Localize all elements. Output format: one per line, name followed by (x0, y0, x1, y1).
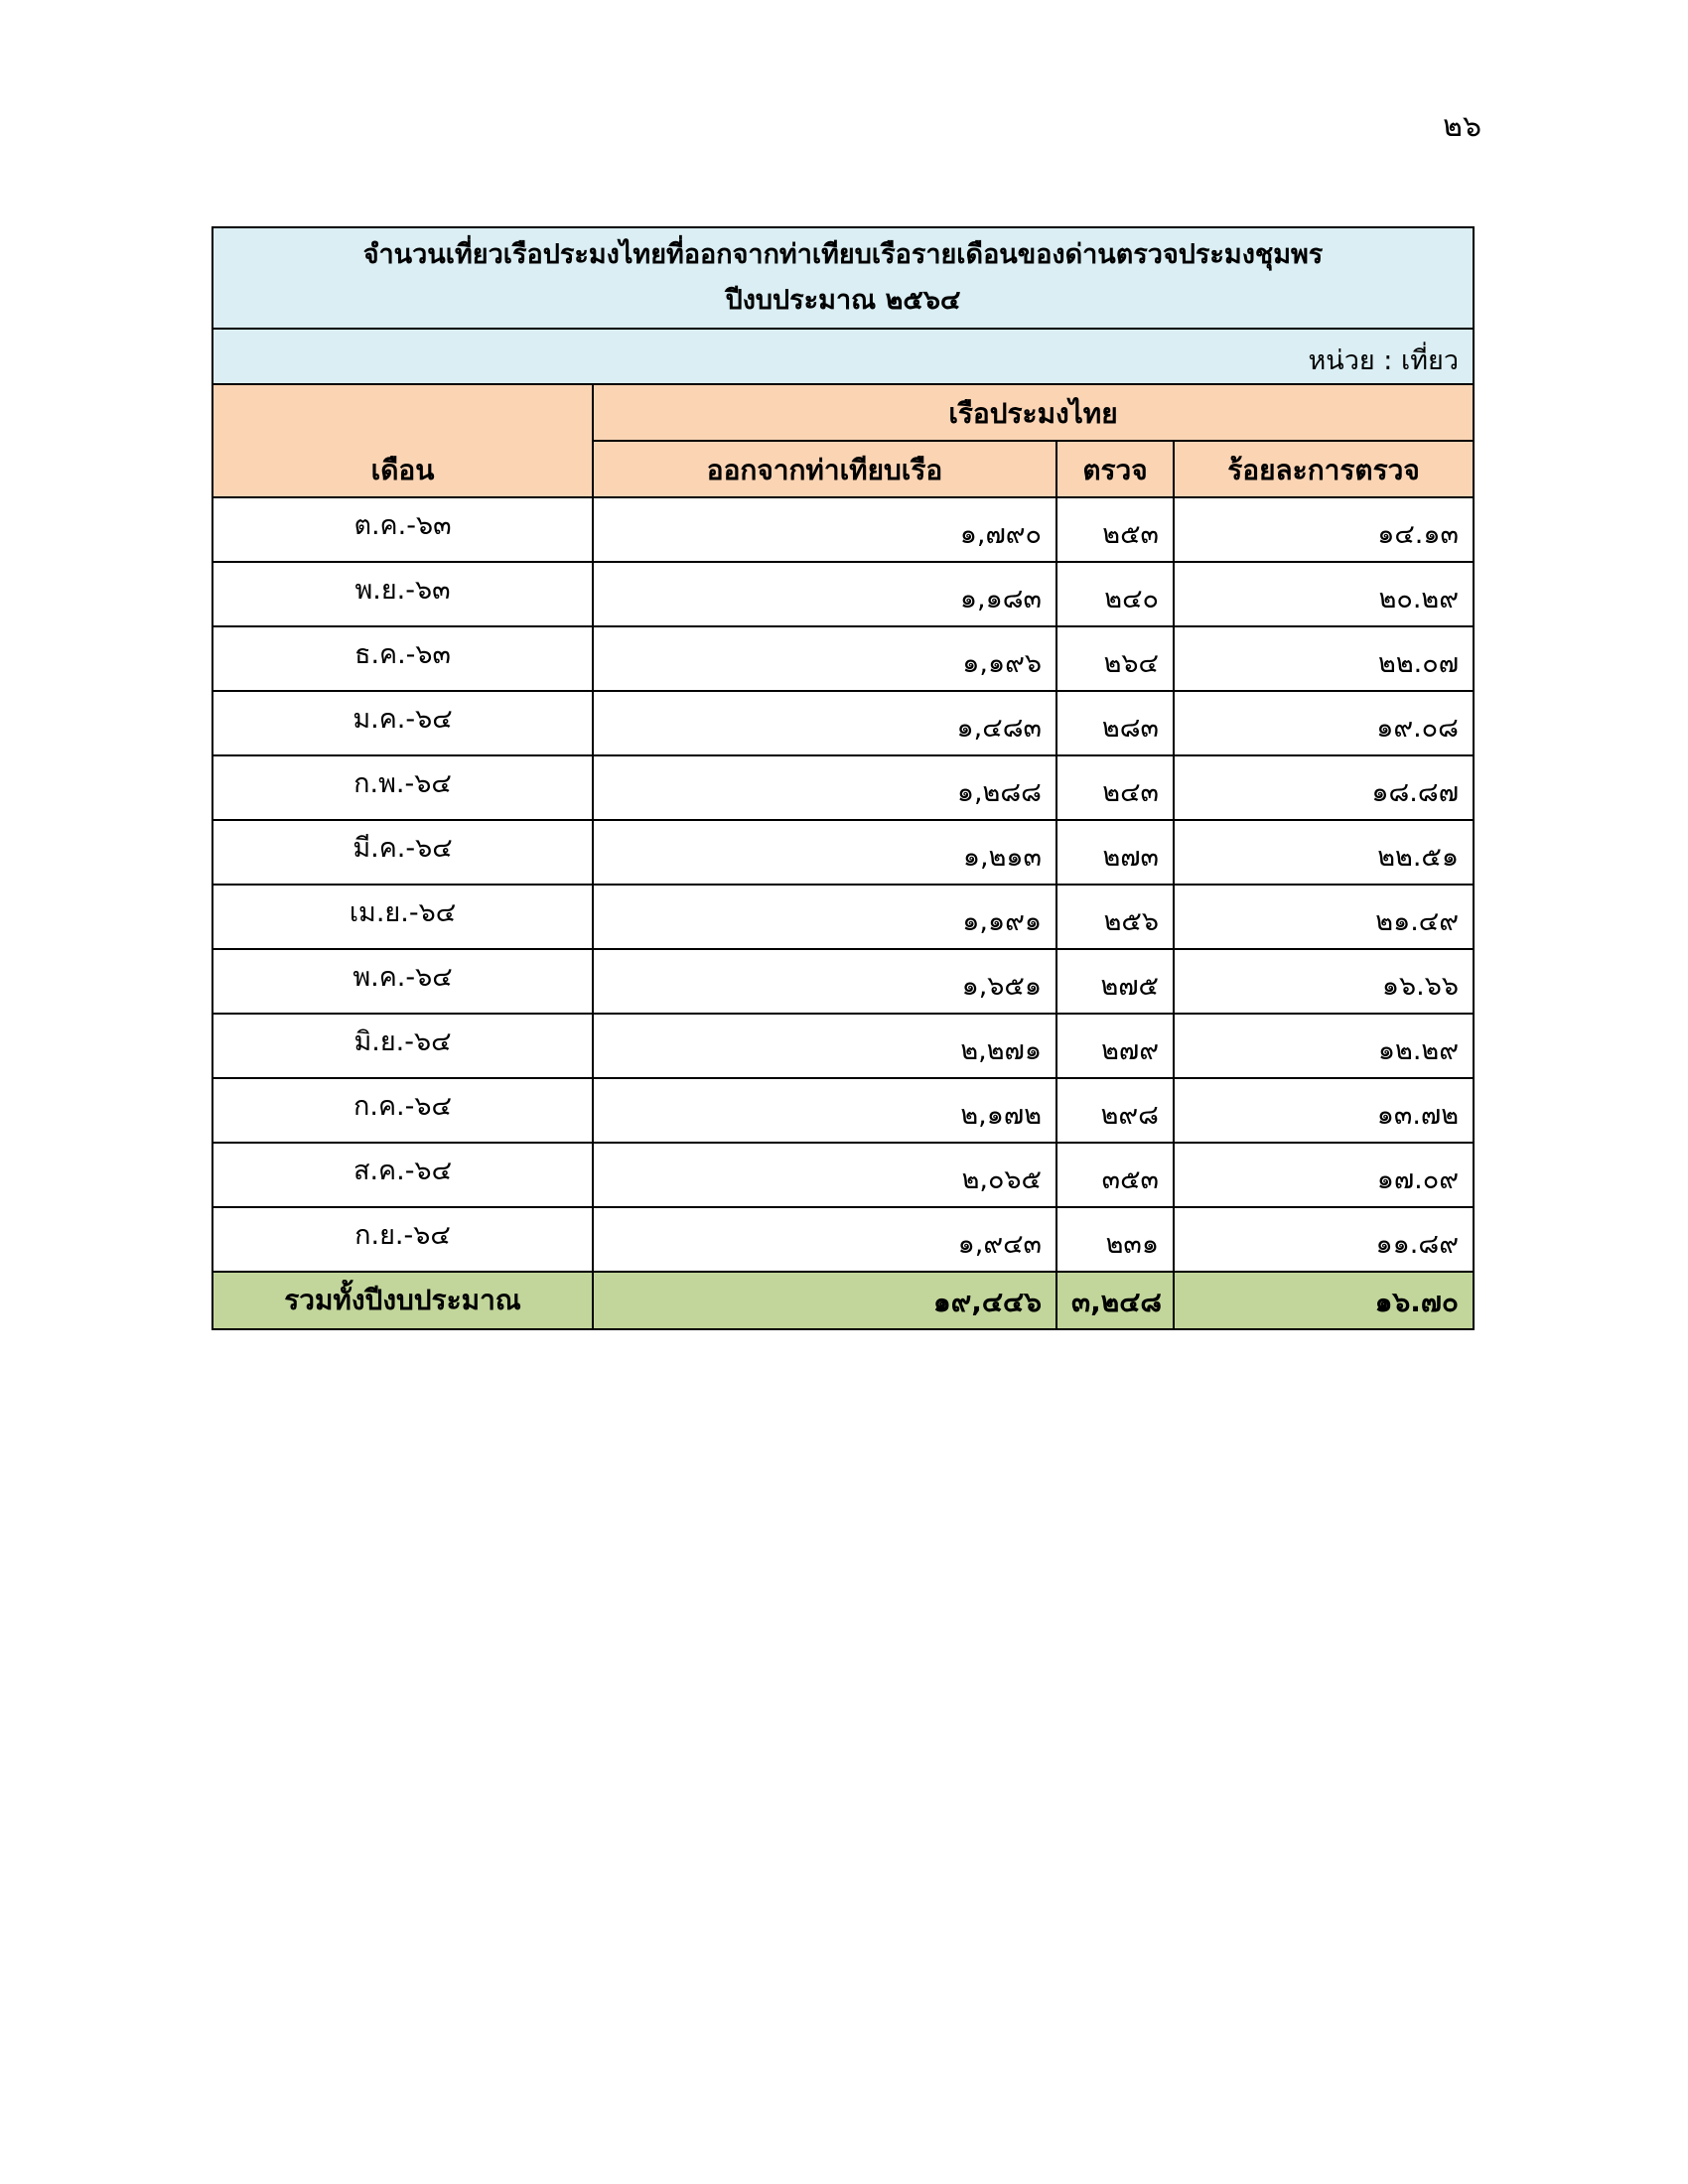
row-departures: ๑,๑๘๓ (593, 562, 1056, 626)
header-inspection-percent: ร้อยละการตรวจ (1174, 441, 1474, 497)
table-row (212, 1014, 1474, 1078)
row-inspected: ๒๔๓ (1056, 755, 1174, 820)
row-departures: ๑,๗๙๐ (593, 497, 1056, 562)
row-departures: ๒,๑๗๒ (593, 1078, 1056, 1143)
row-departures: ๑,๙๔๓ (593, 1207, 1056, 1272)
row-inspected: ๒๔๐ (1056, 562, 1174, 626)
table-row (212, 755, 1474, 820)
table-row (212, 691, 1474, 755)
row-inspection-percent: ๑๓.๗๒ (1174, 1078, 1474, 1143)
row-inspection-percent: ๑๑.๘๙ (1174, 1207, 1474, 1272)
total-label: รวมทั้งปีงบประมาณ (212, 1272, 593, 1329)
row-month: ส.ค.-๖๔ (212, 1143, 593, 1207)
row-departures: ๑,๑๙๑ (593, 885, 1056, 949)
row-month: ก.ค.-๖๔ (212, 1078, 593, 1143)
row-inspected: ๒๗๙ (1056, 1014, 1174, 1078)
table-title-line-2: ปีงบประมาณ ๒๕๖๔ (725, 285, 961, 316)
unit-label: หน่วย : เที่ยว (212, 329, 1474, 384)
row-inspection-percent: ๑๖.๖๖ (1174, 949, 1474, 1014)
row-month: มี.ค.-๖๔ (212, 820, 593, 885)
row-inspected: ๒๓๑ (1056, 1207, 1174, 1272)
table-row (212, 1207, 1474, 1272)
row-month: มิ.ย.-๖๔ (212, 1014, 593, 1078)
row-departures: ๑,๒๘๘ (593, 755, 1056, 820)
table-row (212, 885, 1474, 949)
row-departures: ๑,๖๕๑ (593, 949, 1056, 1014)
total-row (212, 1272, 1474, 1329)
row-inspected: ๒๙๘ (1056, 1078, 1174, 1143)
row-inspection-percent: ๒๑.๔๙ (1174, 885, 1474, 949)
row-inspected: ๒๕๖ (1056, 885, 1174, 949)
row-month: ม.ค.-๖๔ (212, 691, 593, 755)
row-inspected: ๒๘๓ (1056, 691, 1174, 755)
row-departures: ๑,๒๑๓ (593, 820, 1056, 885)
row-month: ต.ค.-๖๓ (212, 497, 593, 562)
table-row (212, 497, 1474, 562)
table-title-row (212, 227, 1474, 329)
row-inspection-percent: ๒๒.๐๗ (1174, 626, 1474, 691)
row-inspected: ๒๖๔ (1056, 626, 1174, 691)
row-inspection-percent: ๑๒.๒๙ (1174, 1014, 1474, 1078)
header-departures: ออกจากท่าเทียบเรือ (593, 441, 1056, 497)
row-inspection-percent: ๑๗.๐๙ (1174, 1143, 1474, 1207)
row-month: พ.ค.-๖๔ (212, 949, 593, 1014)
header-inspected: ตรวจ (1056, 441, 1174, 497)
row-inspected: ๒๕๓ (1056, 497, 1174, 562)
page-number: ๒๖ (1443, 109, 1481, 144)
unit-row (212, 329, 1474, 384)
row-inspection-percent: ๑๘.๘๗ (1174, 755, 1474, 820)
table-row (212, 1078, 1474, 1143)
row-month: เม.ย.-๖๔ (212, 885, 593, 949)
total-departures: ๑๙,๔๔๖ (593, 1272, 1056, 1329)
table-title (212, 227, 1474, 329)
table-row (212, 626, 1474, 691)
row-inspection-percent: ๑๔.๑๓ (1174, 497, 1474, 562)
row-departures: ๒,๐๖๕ (593, 1143, 1056, 1207)
header-row-top (212, 384, 1474, 441)
row-inspection-percent: ๑๙.๐๘ (1174, 691, 1474, 755)
row-month: ธ.ค.-๖๓ (212, 626, 593, 691)
total-inspection-percent: ๑๖.๗๐ (1174, 1272, 1474, 1329)
header-thai-fishing-vessels: เรือประมงไทย (593, 384, 1474, 441)
total-inspected: ๓,๒๔๘ (1056, 1272, 1174, 1329)
table-body (212, 497, 1474, 1272)
row-month: พ.ย.-๖๓ (212, 562, 593, 626)
row-inspected: ๒๗๕ (1056, 949, 1174, 1014)
header-month: เดือน (212, 384, 593, 497)
table-title-line-1: จำนวนเที่ยวเรือประมงไทยที่ออกจากท่าเทียบเรือรายเดือนของด่านตรวจประมงชุมพร (362, 239, 1324, 270)
row-departures: ๒,๒๗๑ (593, 1014, 1056, 1078)
row-departures: ๑,๔๘๓ (593, 691, 1056, 755)
table-row (212, 562, 1474, 626)
row-inspected: ๓๕๓ (1056, 1143, 1174, 1207)
row-inspection-percent: ๒๐.๒๙ (1174, 562, 1474, 626)
table-row (212, 1143, 1474, 1207)
table-row (212, 949, 1474, 1014)
row-inspection-percent: ๒๒.๕๑ (1174, 820, 1474, 885)
row-month: ก.พ.-๖๔ (212, 755, 593, 820)
table-row (212, 820, 1474, 885)
row-departures: ๑,๑๙๖ (593, 626, 1056, 691)
fishing-trips-table (211, 226, 1475, 1330)
row-month: ก.ย.-๖๔ (212, 1207, 593, 1272)
row-inspected: ๒๗๓ (1056, 820, 1174, 885)
